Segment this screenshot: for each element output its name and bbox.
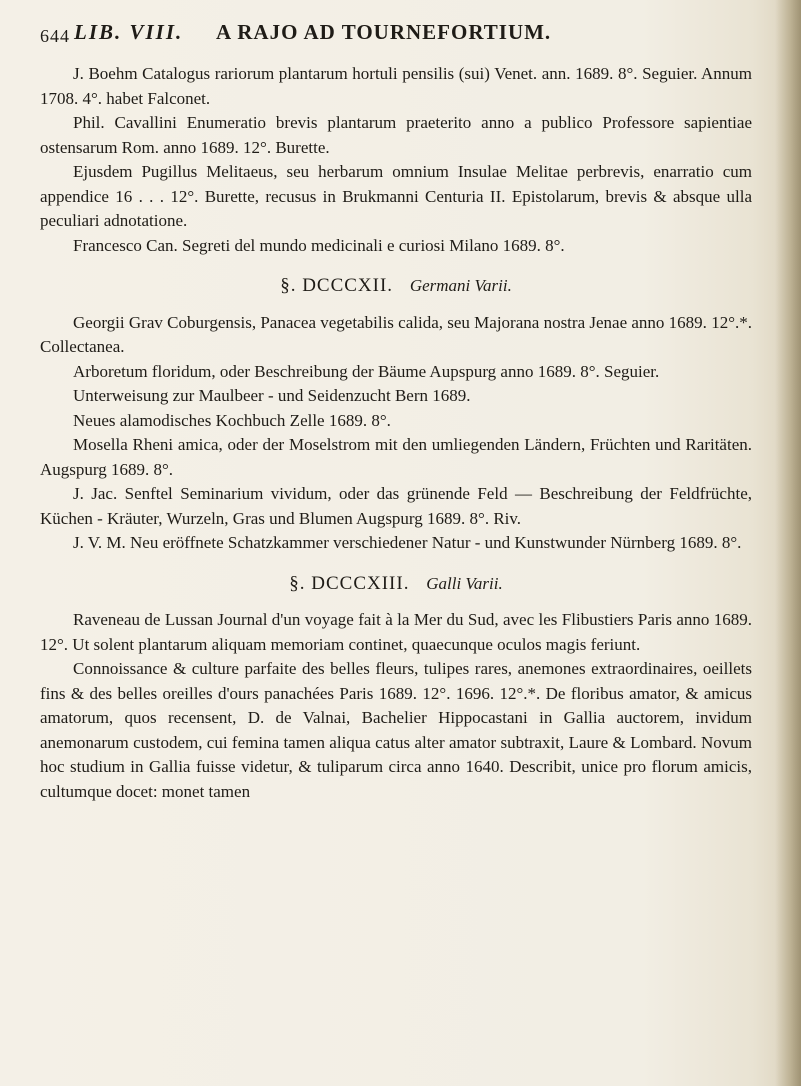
section-subtitle: Galli Varii. [426, 573, 503, 593]
entry-raveneau: Raveneau de Lussan Journal d'un voyage fait à la Mer du Sud, avec les Flibustiers Paris anno 1689. 12°. Ut solent plantarum aliquam memoriam continet, quaecunque oculos magis feriunt. [40, 610, 752, 654]
entry-kochbuch: Neues alamodisches Kochbuch Zelle 1689. 8°. [73, 410, 391, 430]
section-subtitle: Germani Varii. [409, 276, 512, 295]
section-number: §. DCCCXII. [280, 275, 394, 296]
section-number: §. DCCCXIII. [289, 572, 410, 594]
running-title: A RAJO AD TOURNEFORTIUM. [216, 20, 552, 44]
section-heading-812 [40, 274, 752, 299]
page-bottom-margin [0, 1010, 801, 1086]
entry-boehm: J. Boehm Catalogus rariorum plantarum hortuli pensilis (sui) Venet. ann. 1689. 8°. Seguier. Annum 1708. 4°. habet Falconet. [40, 64, 752, 108]
entry-schatzkammer: J. V. M. Neu eröffnete Schatzkammer verschiedener Natur - und Kunstwunder Nürnberg 1689. 8°. [73, 533, 742, 552]
page-body [40, 62, 752, 804]
entry-mosella: Mosella Rheni amica, oder der Moselstrom mit den umliegenden Ländern, Früchten und Raritäten. Augspurg 1689. 8°. [40, 435, 752, 479]
entry-francesco: Francesco Can. Segreti del mundo medicinali e curiosi Milano 1689. 8°. [73, 235, 565, 255]
page-gutter-shadow [775, 0, 801, 1086]
book-label: LIB. VIII. [74, 20, 184, 44]
entry-cavallini: Phil. Cavallini Enumeratio brevis plantarum praeterito anno a publico Professore sapientiae ostensarum Rom. anno 1689. 12°. Burette. [40, 113, 752, 157]
entry-unterweisung: Unterweisung zur Maulbeer - und Seidenzucht Bern 1689. [73, 386, 471, 405]
section-heading-813 [40, 572, 752, 597]
entry-connoissance: Connoissance & culture parfaite des belles fleurs, tulipes rares, anemones extraordinaires, oeillets fins & des belles oreilles d'ours panachées Paris 1689. 12°. 1696. 12°.*. De floribus amator, & amicus amatorum, quos recensent, D. de Valnai, Bachelier Hippocastani in Gallia auctorem, invidum anemonarum custodem, cui femina tamen aliqua catus alter amator subtraxit, Laure & Lombard. Novum hoc studium in Gallia fuisse videtur, & tuliparum circa anno 1640. Describit, unice pro florum amicis, cultumque docet: monet tamen [40, 659, 752, 801]
entry-arboretum: Arboretum floridum, oder Beschreibung der Bäume Aupspurg anno 1689. 8°. Seguier. [73, 361, 660, 381]
entry-senftel: J. Jac. Senftel Seminarium vividum, oder das grünende Feld — Beschreibung der Feldfrüchte, Küchen - Kräuter, Wurzeln, Gras und Blumen Augspurg 1689. 8°. Riv. [40, 484, 752, 528]
entry-ejusdem: Ejusdem Pugillus Melitaeus, seu herbarum omnium Insulae Melitae perbrevis, enarratio cum appendice 16 . . . 12°. Burette, recusus in Brukmanni Centuria II. Epistolarum, brevis & absque ulla peculiari adnotatione. [40, 162, 752, 230]
entry-grav: Georgii Grav Coburgensis, Panacea vegetabilis calida, seu Majorana nostra Jenae anno 1689. 12°.*. Collectanea. [40, 312, 752, 356]
page-number: 644 [40, 26, 70, 46]
running-header [40, 20, 740, 50]
